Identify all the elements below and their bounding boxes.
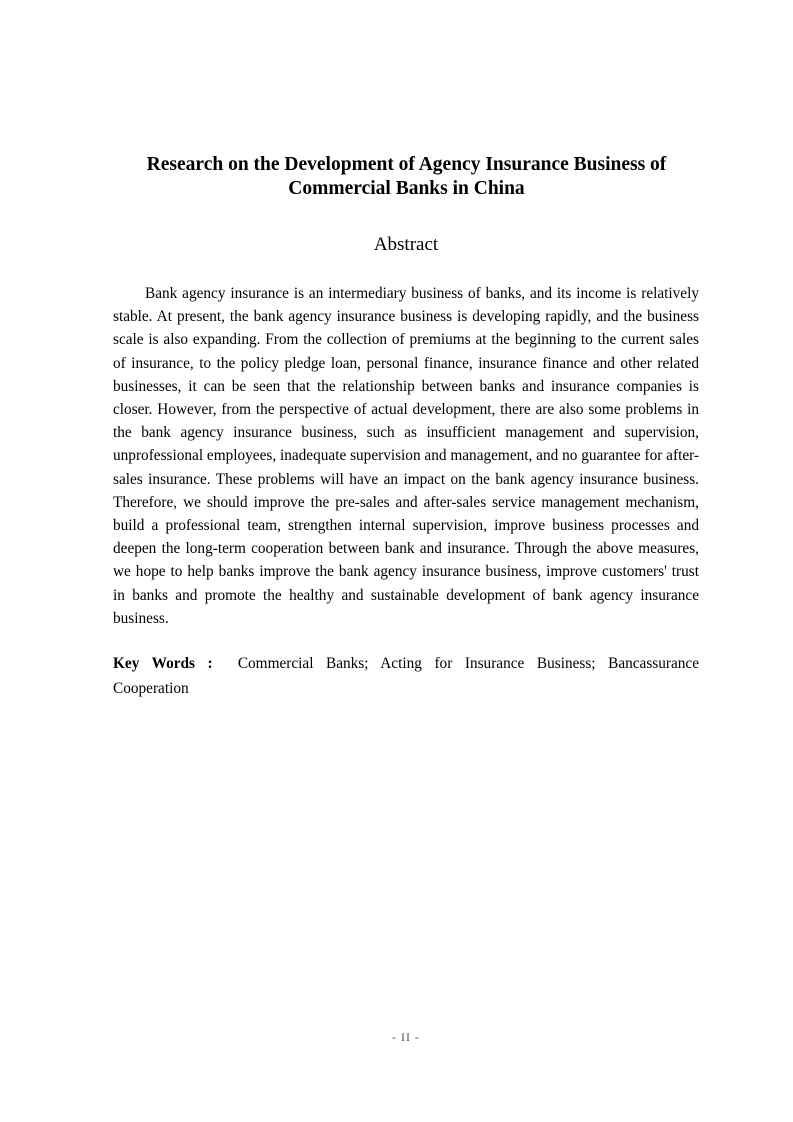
keywords-text: Commercial Banks; Acting for Insurance Business; Bancassurance Cooperation — [113, 655, 699, 697]
page-number: - II - — [392, 1030, 420, 1044]
abstract-heading: Abstract — [373, 234, 439, 255]
keywords-paragraph — [113, 651, 699, 701]
abstract-body: Bank agency insurance is an intermediary business of banks, and its income is relatively stable. At present, the bank agency insurance business is developing rapidly, and the business scale is also expanding. From the collection of premiums at the beginning to the current sales of insurance, to the policy pledge loan, personal finance, insurance finance and other related businesses, it can be seen that the relationship between banks and insurance companies is closer. However, from the perspective of actual development, there are also some problems in the bank agency insurance business, such as insufficient management and supervision, unprofessional employees, inadequate supervision and management, and no guarantee for after-sales insurance. These problems will have an impact on the bank agency insurance business. Therefore, we should improve the pre-sales and after-sales service management mechanism, build a professional team, strengthen internal supervision, improve business processes and deepen the long-term cooperation between bank and insurance. Through the above measures, we hope to help banks improve the bank agency insurance business, improve customers' trust in banks and promote the healthy and sustainable development of bank agency insurance business. — [113, 285, 699, 627]
document-title: Research on the Development of Agency Insurance Business of Commercial Banks in China — [146, 154, 667, 199]
keywords-label: Key Words : — [113, 655, 213, 672]
